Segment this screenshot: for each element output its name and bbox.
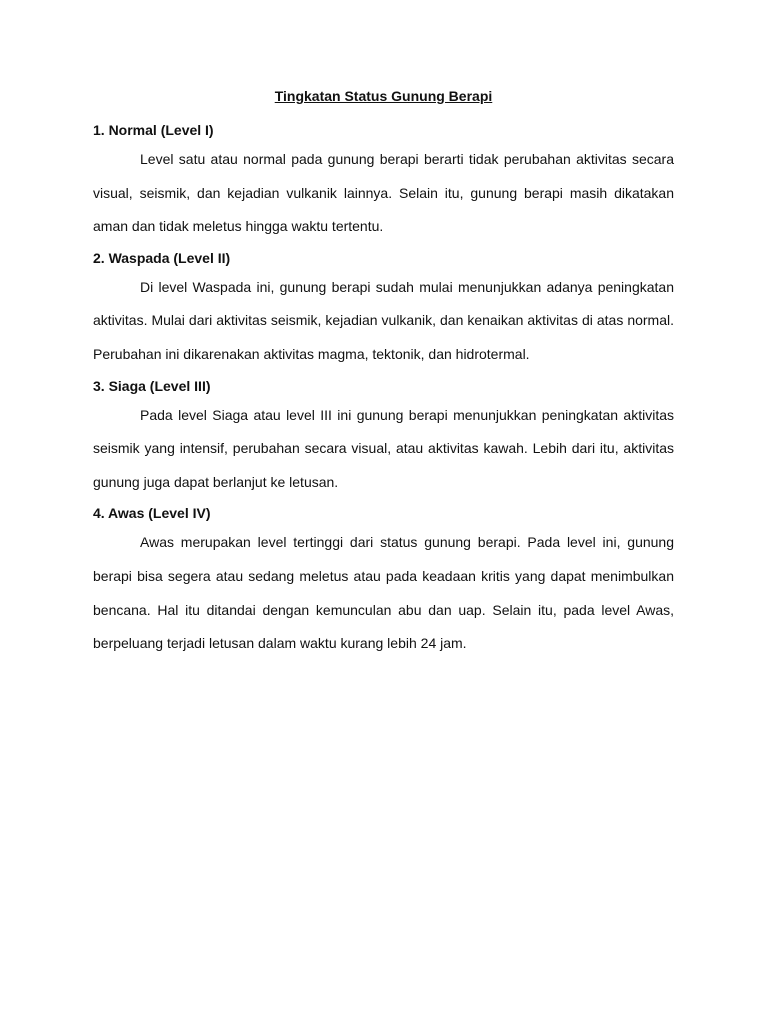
section-siaga [93,376,674,500]
section-waspada [93,248,674,372]
section-paragraph: Level satu atau normal pada gunung berapi berarti tidak perubahan aktivitas secara visual, seismik, dan kejadian vulkanik lainnya. Selain itu, gunung berapi masih dikatakan aman dan tidak meletus hingga waktu tertentu. [93,151,674,235]
document-page [93,86,674,665]
section-heading: 2. Waspada (Level II) [93,249,231,266]
document-title: Tingkatan Status Gunung Berapi [274,88,493,104]
section-heading: 1. Normal (Level I) [93,122,214,138]
section-heading: 4. Awas (Level IV) [93,505,211,522]
section-paragraph: Di level Waspada ini, gunung berapi sudah mulai menunjukkan adanya peningkatan aktivitas. Mulai dari aktivitas seismik, kejadian vulkanik, dan kenaikan aktivitas di atas normal. Perubahan ini dikarenakan aktivitas magma, tektonik, dan hidrotermal. [93,278,674,362]
section-heading: 3. Siaga (Level III) [93,377,211,394]
section-paragraph: Awas merupakan level tertinggi dari status gunung berapi. Pada level ini, gunung berapi bisa segera atau sedang meletus atau pada keadaan kritis yang dapat menimbulkan bencana. Hal itu ditandai dengan kemunculan abu dan uap. Selain itu, pada level Awas, berpeluang terjadi letusan dalam waktu kurang lebih 24 jam. [93,534,674,652]
section-normal [93,120,674,244]
section-paragraph: Pada level Siaga atau level III ini gunung berapi menunjukkan peningkatan aktivitas seismik yang intensif, perubahan secara visual, atau aktivitas kawah. Lebih dari itu, aktivitas gunung juga dapat berlanjut ke letusan. [93,406,674,490]
section-awas [93,503,674,660]
